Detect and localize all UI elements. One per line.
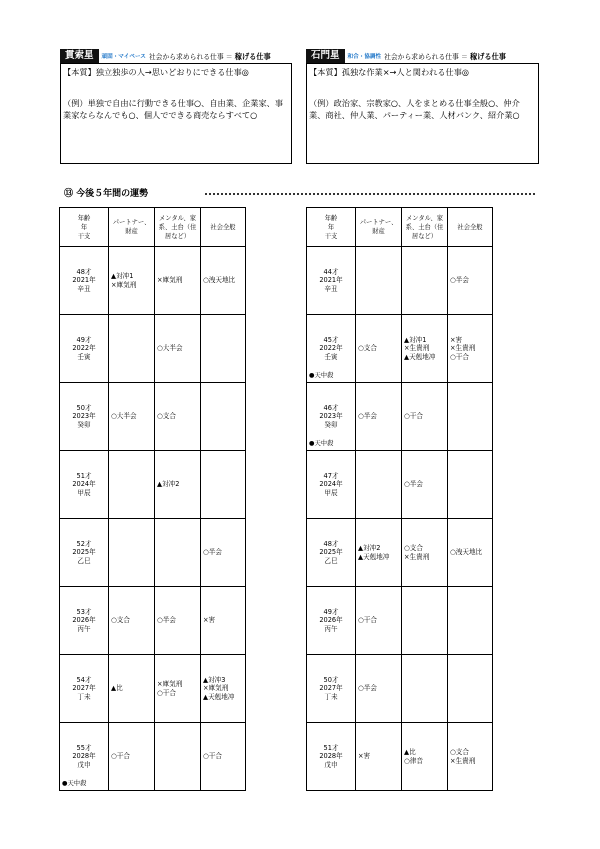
table-row [307,383,493,451]
table-row [60,655,246,723]
left-society-label: 社会から求められる仕事 ＝ 稼げる仕事 [148,51,271,61]
society-cell-text: ○洩天地比 [203,276,236,285]
age-cell [307,519,356,587]
society-cell-text: ○洩天地比 [450,548,483,557]
mental-cell-text: ▲比 ○律音 [404,747,423,765]
header-mental: メンタル、家 系、土台（住 居など） [402,208,448,247]
partner-cell-text: ○支合 [358,344,377,353]
table-row [60,587,246,655]
age-cell [60,451,109,519]
mental-cell [155,587,201,655]
header-age: 年齢 年 干支 [60,208,109,247]
society-cell [448,451,493,519]
partner-cell [356,723,402,791]
age-cell-text: 50才 2023年 癸卯 [72,403,96,429]
partner-cell-text: ▲対冲2 ▲天剋地冲 [358,543,390,561]
mental-cell [402,723,448,791]
left-fortune-table [59,207,246,791]
society-cell [201,451,246,519]
table-row [307,451,493,519]
right-society-label: 社会から求められる仕事 ＝ 稼げる仕事 [384,51,506,61]
partner-cell-text: ▲比 [111,684,123,693]
mental-cell [402,451,448,519]
society-cell [201,383,246,451]
age-cell [307,383,356,451]
header-mental: メンタル、家 系、土台（住 居など） [155,208,201,247]
age-cell [307,587,356,655]
partner-cell-text: ○干合 [358,616,377,625]
mental-cell [402,315,448,383]
table-row [307,519,493,587]
age-cell-text: 54才 2027年 丁未 [72,675,96,701]
society-cell [201,655,246,723]
header-age: 年齢 年 干支 [307,208,356,247]
table-row [307,315,493,383]
mental-cell-text: ○干合 [404,412,423,421]
age-cell-text: 50才 2027年 丁未 [319,675,343,701]
left-career-box [60,63,292,164]
header-society: 社会全般 [448,208,493,247]
tenchusatsu-mark: ●天中殺 [309,372,334,380]
age-cell [60,519,109,587]
society-cell [448,315,493,383]
partner-cell [109,451,155,519]
right-star-keyword: 和合・協調性 [347,54,382,60]
partner-cell-text: ○支合 [111,616,130,625]
left-star-keyword: 頑固・マイペース [101,54,146,60]
age-cell-text: 55才 2028年 戊申 [72,743,96,769]
partner-cell [109,383,155,451]
partner-cell [356,315,402,383]
age-cell [307,451,356,519]
mental-cell [155,315,201,383]
mental-cell [402,519,448,587]
partner-cell [109,655,155,723]
society-cell-text: ○支合 ×生貴刑 [450,747,476,765]
mental-cell [402,655,448,723]
dotted-divider [205,193,535,195]
partner-cell [109,723,155,791]
table-row [60,315,246,383]
age-cell [60,723,109,791]
header-partner: パートナー、 財産 [356,208,402,247]
mental-cell [402,247,448,315]
partner-cell-text: ○干合 [111,752,130,761]
age-cell-text: 51才 2024年 甲辰 [72,471,96,497]
mental-cell [155,655,201,723]
age-cell-text: 53才 2026年 丙午 [72,607,96,633]
age-cell-text: 45才 2022年 壬寅 [319,335,343,361]
society-cell-text: ×害 ×生貴刑 ○干合 [450,335,476,361]
mental-cell [402,587,448,655]
table-row [307,587,493,655]
age-cell [60,315,109,383]
society-cell [201,723,246,791]
partner-cell [356,383,402,451]
mental-cell-text: ×庫気刑 ○干合 [157,679,183,697]
left-star-name: 貫索星 [60,49,99,63]
table-row [60,723,246,791]
header-partner: パートナー、 財産 [109,208,155,247]
age-cell [60,383,109,451]
section-title: ⑬ 今後５年間の運勢 [64,189,149,199]
mental-cell [155,383,201,451]
society-cell-text: ○半会 [450,276,469,285]
age-cell-text: 52才 2025年 乙巳 [72,539,96,565]
partner-cell-text: ×害 [358,752,371,761]
mental-cell-text: ○支合 [157,412,176,421]
table-row [307,247,493,315]
right-fortune-table [306,207,493,791]
society-cell [448,655,493,723]
age-cell [307,723,356,791]
society-cell [448,587,493,655]
mental-cell-text: ○半会 [157,616,176,625]
left-box-header [60,49,271,63]
partner-cell [356,451,402,519]
partner-cell [356,587,402,655]
mental-cell-text: ▲対冲1 ×生貴刑 ▲天剋地冲 [404,335,436,361]
age-cell-text: 47才 2024年 甲辰 [319,471,343,497]
mental-cell [402,383,448,451]
partner-cell-text: ○半会 [358,684,377,693]
age-cell [60,247,109,315]
partner-cell-text: ▲対冲1 ×庫気刑 [111,271,137,289]
right-box-header [306,49,506,63]
age-cell-text: 49才 2026年 丙午 [319,607,343,633]
table-row [60,247,246,315]
left-essence: 【本質】独立独歩の人→思いどおりにできる仕事◎ [63,67,249,77]
age-cell [60,587,109,655]
mental-cell-text: ○支合 ×生貴刑 [404,543,430,561]
age-cell [307,315,356,383]
age-cell-text: 46才 2023年 癸卯 [319,403,343,429]
table-row [60,383,246,451]
partner-cell-text: ○大半会 [111,412,137,421]
right-example: （例）政治家、宗教家○、人をまとめる仕事全般○、仲介業、商社、仲人業、パーティー業、人材バンク、紹介業○ [309,97,520,120]
mental-cell [155,451,201,519]
table-row [307,723,493,791]
age-cell-text: 49才 2022年 壬寅 [72,335,96,361]
table-row [60,451,246,519]
partner-cell-text: ○半会 [358,412,377,421]
society-cell [201,587,246,655]
partner-cell [109,247,155,315]
right-essence: 【本質】孤独な作業×→人と関われる仕事◎ [309,67,470,77]
mental-cell-text: ○半会 [404,480,423,489]
society-cell-text: ▲対冲3 ×庫気刑 ▲天剋地冲 [203,675,235,701]
tenchusatsu-mark: ●天中殺 [62,780,87,788]
left-example: （例）単独で自由に行動できる仕事○、自由業、企業家、事業家ならなんでも○、個人でできる商売ならすべて○ [63,97,284,120]
society-cell [201,247,246,315]
society-cell [201,519,246,587]
society-cell [448,519,493,587]
left-table-header-row [60,208,246,247]
age-cell-text: 51才 2028年 戊申 [319,743,343,769]
header-society: 社会全般 [201,208,246,247]
partner-cell [356,519,402,587]
mental-cell [155,247,201,315]
age-cell [307,655,356,723]
partner-cell [356,247,402,315]
society-cell-text: ×害 [203,616,216,625]
right-star-name: 石門星 [306,49,345,63]
tenchusatsu-mark: ●天中殺 [309,440,334,448]
society-cell [448,247,493,315]
society-cell-text: ○干合 [203,752,222,761]
age-cell [60,655,109,723]
right-table-header-row [307,208,493,247]
mental-cell-text: ▲対冲2 [157,480,180,489]
right-career-box [306,63,539,164]
mental-cell-text: ×庫気刑 [157,276,183,285]
society-cell [448,723,493,791]
partner-cell [109,519,155,587]
mental-cell [155,723,201,791]
mental-cell-text: ○大半会 [157,344,183,353]
partner-cell [109,315,155,383]
partner-cell [109,587,155,655]
society-cell [201,315,246,383]
society-cell [448,383,493,451]
age-cell [307,247,356,315]
table-row [60,519,246,587]
age-cell-text: 48才 2021年 辛丑 [72,267,96,293]
table-row [307,655,493,723]
society-cell-text: ○半会 [203,548,222,557]
mental-cell [155,519,201,587]
age-cell-text: 44才 2021年 辛丑 [319,267,343,293]
age-cell-text: 48才 2025年 乙巳 [319,539,343,565]
partner-cell [356,655,402,723]
